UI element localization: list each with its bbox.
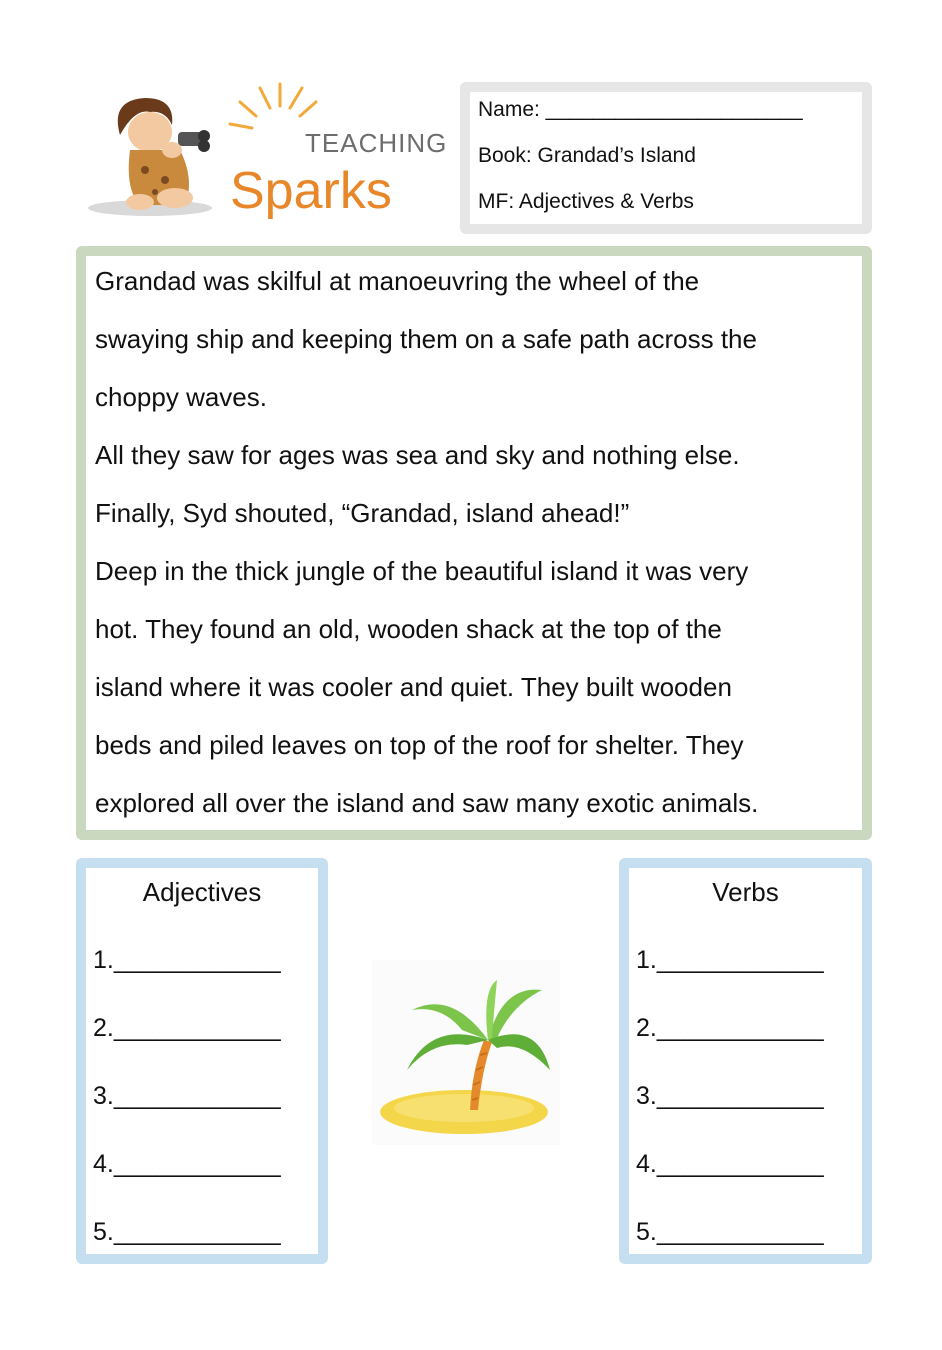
passage-line: swaying ship and keeping them on a safe path across the	[95, 324, 757, 354]
passage-line: beds and piled leaves on top of the roof for shelter. They	[95, 730, 744, 760]
verb-answer-5[interactable]: 5.____________	[636, 1218, 824, 1246]
passage-line: Grandad was skilful at manoeuvring the wheel of the	[95, 266, 700, 296]
adjectives-title: Adjectives	[142, 877, 262, 907]
verbs-box	[619, 858, 872, 1264]
adjective-answer-3[interactable]: 3.____________	[93, 1082, 281, 1110]
book-title: Book: Grandad’s Island	[478, 144, 696, 167]
svg-text:TEACHING: TEACHING	[305, 128, 448, 158]
passage-line: All they saw for ages was sea and sky and nothing else.	[95, 440, 740, 470]
reading-passage	[95, 252, 865, 832]
adjective-answer-1[interactable]: 1.____________	[93, 946, 281, 974]
passage-line: hot. They found an old, wooden shack at the top of the	[95, 614, 722, 644]
svg-text:Sparks: Sparks	[230, 162, 392, 220]
adjectives-box	[76, 858, 328, 1264]
passage-line: Finally, Syd shouted, “Grandad, island ahead!”	[95, 498, 630, 528]
palm-tree-island-icon	[372, 960, 560, 1145]
main-focus-label: MF: Adjectives & Verbs	[478, 190, 694, 213]
teaching-sparks-logo	[80, 80, 450, 230]
name-field[interactable]: Name: ______________________	[478, 98, 803, 121]
caveman-with-binoculars-icon	[118, 98, 210, 210]
adjective-answer-2[interactable]: 2.____________	[93, 1014, 281, 1042]
verb-answer-2[interactable]: 2.____________	[636, 1014, 824, 1042]
verb-answer-3[interactable]: 3.____________	[636, 1082, 824, 1110]
adjective-answer-4[interactable]: 4.____________	[93, 1150, 281, 1178]
passage-line: island where it was cooler and quiet. They built wooden	[95, 672, 732, 702]
verb-answer-4[interactable]: 4.____________	[636, 1150, 824, 1178]
verbs-title: Verbs	[712, 877, 779, 907]
verb-answer-1[interactable]: 1.____________	[636, 946, 824, 974]
passage-line: Deep in the thick jungle of the beautiful island it was very	[95, 556, 749, 586]
passage-line: explored all over the island and saw many exotic animals.	[95, 788, 759, 818]
passage-line: choppy waves.	[95, 382, 267, 412]
adjective-answer-5[interactable]: 5.____________	[93, 1218, 281, 1246]
